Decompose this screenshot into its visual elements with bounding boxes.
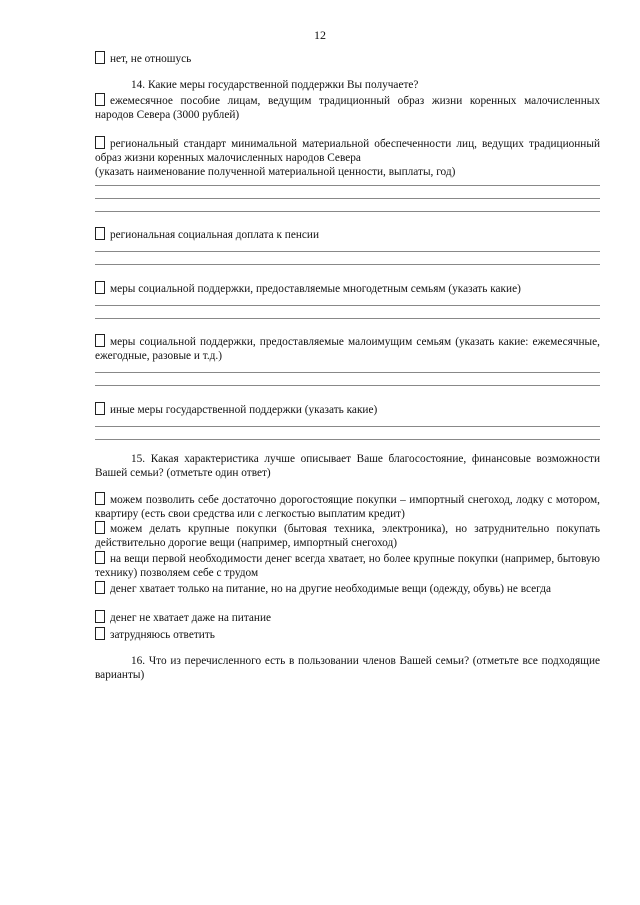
q15-option-1[interactable] xyxy=(95,492,600,521)
q14-option-2[interactable] xyxy=(95,136,600,179)
answer-line[interactable] xyxy=(95,439,600,440)
answer-line[interactable] xyxy=(95,385,600,386)
option-hint: (указать наименование полученной материальной ценности, выплаты, год) xyxy=(95,166,456,178)
checkbox[interactable] xyxy=(95,627,105,640)
q15-option-2[interactable] xyxy=(95,521,600,550)
option-label: иные меры государственной поддержки (указать какие) xyxy=(110,404,378,416)
answer-line[interactable] xyxy=(95,372,600,373)
option-label: меры социальной поддержки, предоставляемые многодетным семьям (указать какие) xyxy=(110,283,521,295)
q14-option-4[interactable] xyxy=(95,281,600,296)
option-label: региональный стандарт минимальной материальной обеспеченности лиц, ведущих традиционный образ жизни коренных малочисленных народов Севера xyxy=(95,138,600,164)
q15-option-4[interactable] xyxy=(95,581,600,596)
checkbox[interactable] xyxy=(95,334,105,347)
q14-option-6[interactable] xyxy=(95,402,600,417)
checkbox[interactable] xyxy=(95,402,105,415)
answer-line[interactable] xyxy=(95,185,600,186)
answer-line[interactable] xyxy=(95,198,600,199)
option-label: можем делать крупные покупки (бытовая техника, электроника), но затруднительно покупать действительно дорогие вещи (например, импортный снегоход) xyxy=(95,523,600,549)
checkbox[interactable] xyxy=(95,492,105,505)
answer-line[interactable] xyxy=(95,211,600,212)
checkbox[interactable] xyxy=(95,93,105,106)
q14-option-3[interactable] xyxy=(95,227,600,242)
answer-line[interactable] xyxy=(95,264,600,265)
option-label: на вещи первой необходимости денег всегда хватает, но более крупные покупки (например, бытовую технику) позволяем себе с трудом xyxy=(95,553,600,579)
q15-option-5[interactable] xyxy=(95,610,600,625)
checkbox[interactable] xyxy=(95,281,105,294)
answer-line[interactable] xyxy=(95,305,600,306)
option-label: меры социальной поддержки, предоставляемые малоимущим семьям (указать какие: ежемесячные, ежегодные, разовые и т.д.) xyxy=(95,336,600,362)
answer-line[interactable] xyxy=(95,251,600,252)
option-label: можем позволить себе достаточно дорогостоящие покупки – импортный снегоход, лодку с мотором, квартиру (есть свои средства или с легкостью выплатим кредит) xyxy=(95,494,600,520)
option-label: ежемесячное пособие лицам, ведущим традиционный образ жизни коренных малочисленных народов Севера (3000 рублей) xyxy=(95,95,600,121)
checkbox[interactable] xyxy=(95,51,105,64)
q14-option-1[interactable] xyxy=(95,93,600,122)
prev-option-item[interactable] xyxy=(95,51,600,66)
option-label: денег не хватает даже на питание xyxy=(110,612,272,624)
page-number: 12 xyxy=(314,28,326,42)
option-label: денег хватает только на питание, но на другие необходимые вещи (одежду, обувь) не всегда xyxy=(110,583,551,595)
q15-option-6[interactable] xyxy=(95,627,600,642)
q14-option-5[interactable] xyxy=(95,334,600,363)
question-15-title: 15. Какая характеристика лучше описывает Ваше благосостояние, финансовые возможности Вашей семьи? (отметьте один ответ) xyxy=(95,453,600,479)
question-16-title: 16. Что из перечисленного есть в пользовании членов Вашей семьи? (отметьте все подходящие варианты) xyxy=(95,655,600,681)
answer-line[interactable] xyxy=(95,318,600,319)
checkbox[interactable] xyxy=(95,521,105,534)
checkbox[interactable] xyxy=(95,227,105,240)
checkbox[interactable] xyxy=(95,581,105,594)
option-label: нет, не отношусь xyxy=(110,53,192,65)
q15-option-3[interactable] xyxy=(95,551,600,580)
option-label: региональная социальная доплата к пенсии xyxy=(110,229,319,241)
option-label: затрудняюсь ответить xyxy=(110,629,215,641)
question-14-title: 14. Какие меры государственной поддержки Вы получаете? xyxy=(131,79,419,91)
checkbox[interactable] xyxy=(95,610,105,623)
checkbox[interactable] xyxy=(95,551,105,564)
answer-line[interactable] xyxy=(95,426,600,427)
checkbox[interactable] xyxy=(95,136,105,149)
